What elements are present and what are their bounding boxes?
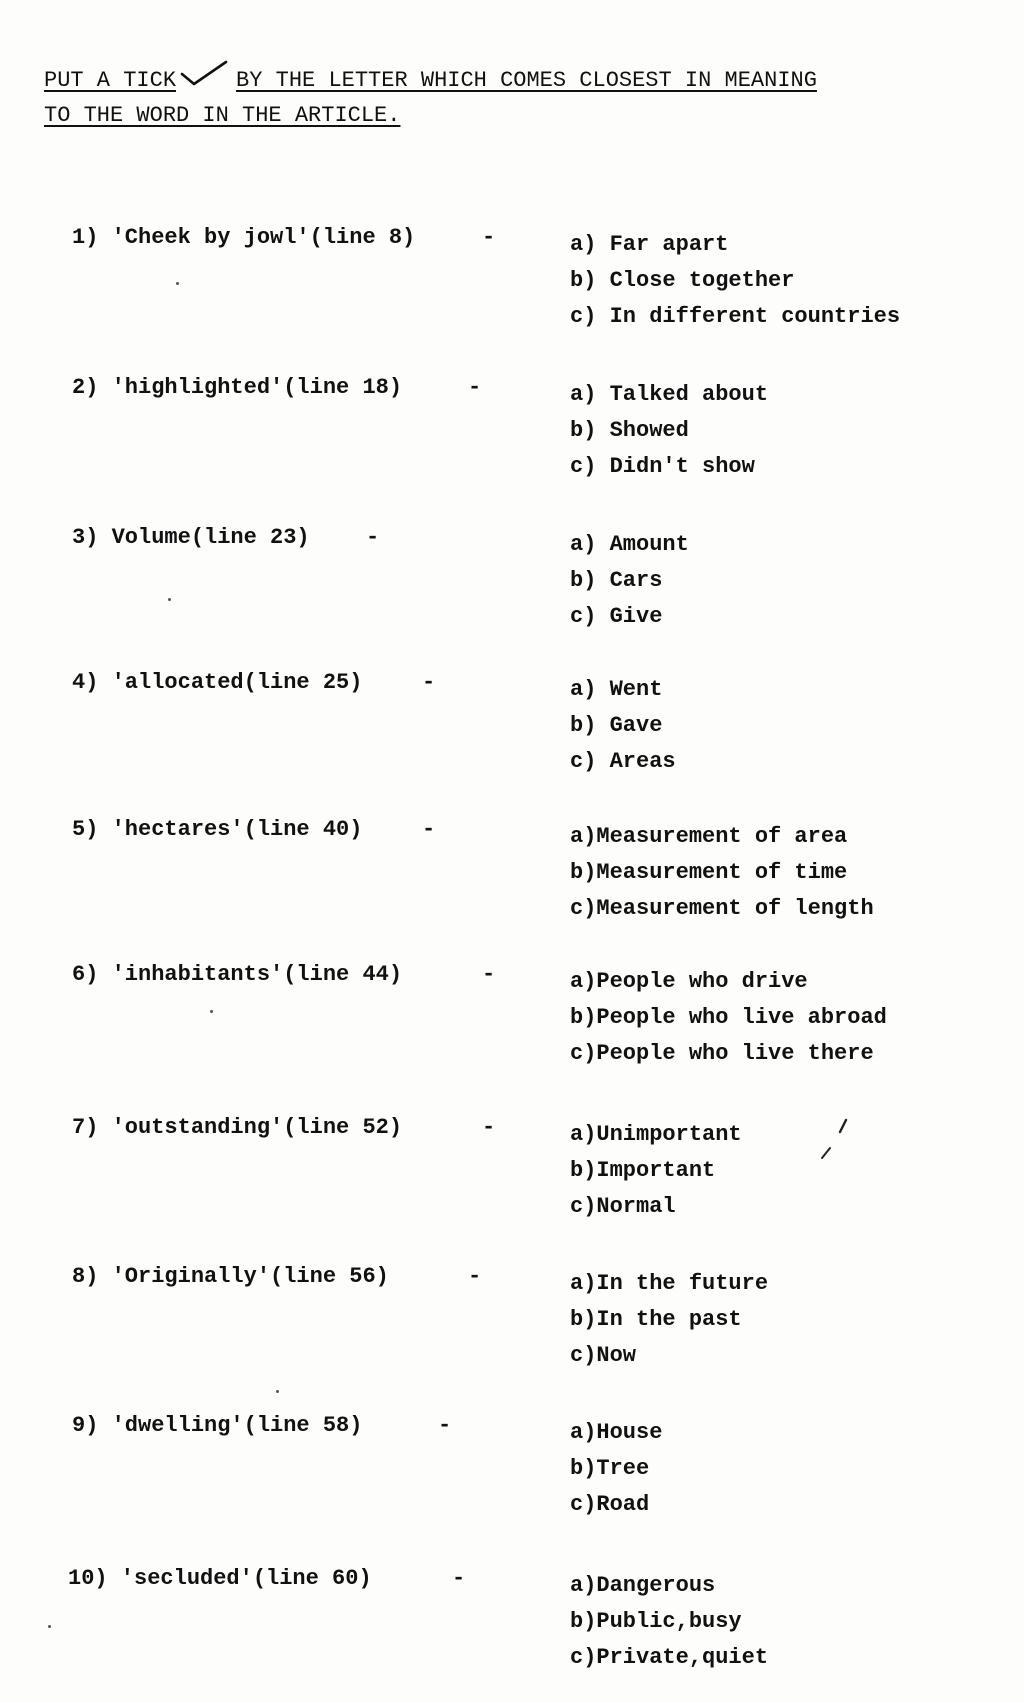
option-c[interactable]: c) In different countries [570,304,901,329]
option-a[interactable]: a)House [570,1420,663,1445]
question-8-prompt: 8) 'Originally'(line 56) [72,1264,389,1289]
question-10 [0,1564,1024,1694]
question-5 [0,815,1024,945]
option-b[interactable]: b) Close together [570,268,795,293]
option-a[interactable]: a)Dangerous [570,1573,716,1598]
tick-mark-icon [180,60,228,88]
option-b[interactable]: b)In the past [570,1307,742,1332]
option-c[interactable]: c) Didn't show [570,454,755,479]
question-2 [0,373,1024,503]
option-b[interactable]: b) Gave [570,713,663,738]
option-a[interactable]: a)Unimportant [570,1122,742,1147]
option-c[interactable]: c)Measurement of length [570,896,874,921]
option-b[interactable]: b) Cars [570,568,663,593]
question-1-prompt: 1) 'Cheek by jowl'(line 8) [72,225,416,250]
question-10-prompt: 10) 'secluded'(line 60) [68,1566,372,1591]
instructions-line-1-before: PUT A TICK [44,68,177,93]
question-10-options [570,1568,768,1676]
question-8 [0,1262,1024,1392]
question-7-prompt: 7) 'outstanding'(line 52) [72,1115,403,1140]
question-5-dash: - [422,817,436,842]
option-a[interactable]: a) Talked about [570,382,769,407]
question-1-dash: - [482,225,496,250]
option-b[interactable]: b)Tree [570,1456,650,1481]
option-c[interactable]: c)Private,quiet [570,1645,769,1670]
question-9 [0,1411,1024,1541]
question-1 [0,223,1024,353]
question-9-options [570,1415,662,1523]
option-c[interactable]: c)Now [570,1343,637,1368]
option-a[interactable]: a)In the future [570,1271,769,1296]
question-3-dash: - [366,525,380,550]
question-4 [0,668,1024,798]
option-a[interactable]: a)People who drive [570,969,808,994]
question-7-options [570,1117,742,1225]
option-a[interactable]: a) Amount [570,532,689,557]
question-2-options [570,377,768,485]
stray-pen-mark-icon [816,1118,856,1164]
question-2-dash: - [468,375,482,400]
question-8-dash: - [468,1264,482,1289]
scan-speck [210,1010,213,1013]
question-10-dash: - [452,1566,466,1591]
option-b[interactable]: b)People who live abroad [570,1005,887,1030]
question-9-prompt: 9) 'dwelling'(line 58) [72,1413,363,1438]
option-a[interactable]: a)Measurement of area [570,824,848,849]
question-2-prompt: 2) 'highlighted'(line 18) [72,375,403,400]
question-9-dash: - [438,1413,452,1438]
instructions [44,60,944,133]
option-b[interactable]: b)Important [570,1158,716,1183]
scan-speck [48,1625,51,1628]
question-4-options [570,672,676,780]
option-c[interactable]: c) Give [570,604,663,629]
instructions-line-1 [44,60,944,98]
option-b[interactable]: b)Measurement of time [570,860,848,885]
option-a[interactable]: a) Far apart [570,232,729,257]
question-6-prompt: 6) 'inhabitants'(line 44) [72,962,403,987]
option-c[interactable]: c)Normal [570,1194,676,1219]
question-3 [0,523,1024,653]
question-6-options [570,964,887,1072]
scan-speck [168,598,171,601]
question-6 [0,960,1024,1090]
question-1-options [570,227,900,335]
question-6-dash: - [482,962,496,987]
option-c[interactable]: c)People who live there [570,1041,874,1066]
option-c[interactable]: c)Road [570,1492,650,1517]
question-5-options [570,819,874,927]
option-a[interactable]: a) Went [570,677,663,702]
option-b[interactable]: b)Public,busy [570,1609,742,1634]
question-8-options [570,1266,768,1374]
question-5-prompt: 5) 'hectares'(line 40) [72,817,363,842]
question-4-dash: - [422,670,436,695]
question-7 [0,1113,1024,1243]
option-c[interactable]: c) Areas [570,749,676,774]
question-7-dash: - [482,1115,496,1140]
instructions-line-1-after: BY THE LETTER WHICH COMES CLOSEST IN MEANING [236,68,817,93]
scan-speck [276,1390,279,1393]
instructions-line-2: TO THE WORD IN THE ARTICLE. [44,103,401,128]
question-3-prompt: 3) Volume(line 23) [72,525,310,550]
scan-speck [176,282,179,285]
option-b[interactable]: b) Showed [570,418,689,443]
question-4-prompt: 4) 'allocated(line 25) [72,670,363,695]
question-3-options [570,527,689,635]
